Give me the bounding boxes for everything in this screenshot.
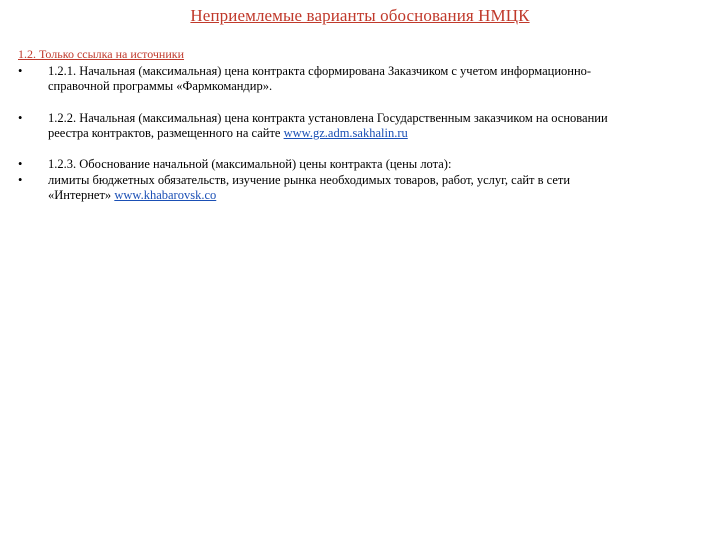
bullet-icon: • bbox=[18, 157, 23, 171]
khabarovsk-link[interactable]: www.khabarovsk.co bbox=[114, 188, 217, 202]
list-item bbox=[18, 157, 708, 173]
bullet-icon: • bbox=[18, 64, 23, 78]
list-item-text: лимиты бюджетных обязательств, изучение рынка необходимых товаров, работ, услуг, сайт в сети bbox=[48, 173, 571, 187]
bullet-icon: • bbox=[18, 111, 23, 125]
list-item bbox=[18, 111, 708, 143]
list-item-text-prefix: реестра контрактов, размещенного на сайте bbox=[48, 126, 284, 140]
list-item-text: 1.2.2. Начальная (максимальная) цена контракта установлена Государственным заказчиком на основании bbox=[48, 111, 608, 125]
list-item-text: 1.2.1. Начальная (максимальная) цена контракта сформирована Заказчиком с учетом информационно- bbox=[48, 64, 592, 78]
list-item-text-prefix: «Интернет» bbox=[48, 188, 115, 202]
sakhalin-link[interactable]: www.gz.adm.sakhalin.ru bbox=[283, 126, 408, 140]
section-subheading: 1.2. Только ссылка на источники bbox=[18, 47, 185, 61]
list-item bbox=[18, 173, 708, 205]
list-item-text bbox=[48, 126, 708, 141]
bullet-icon: • bbox=[18, 173, 23, 187]
list-item-text bbox=[48, 188, 708, 203]
page-title: Неприемлемые варианты обоснования НМЦК bbox=[190, 6, 530, 25]
list-item-text: справочной программы «Фармкомандир». bbox=[48, 79, 273, 93]
list-item-text: 1.2.3. Обоснование начальной (максимальной) цены контракта (цены лота): bbox=[48, 157, 452, 171]
list-item bbox=[18, 64, 708, 96]
